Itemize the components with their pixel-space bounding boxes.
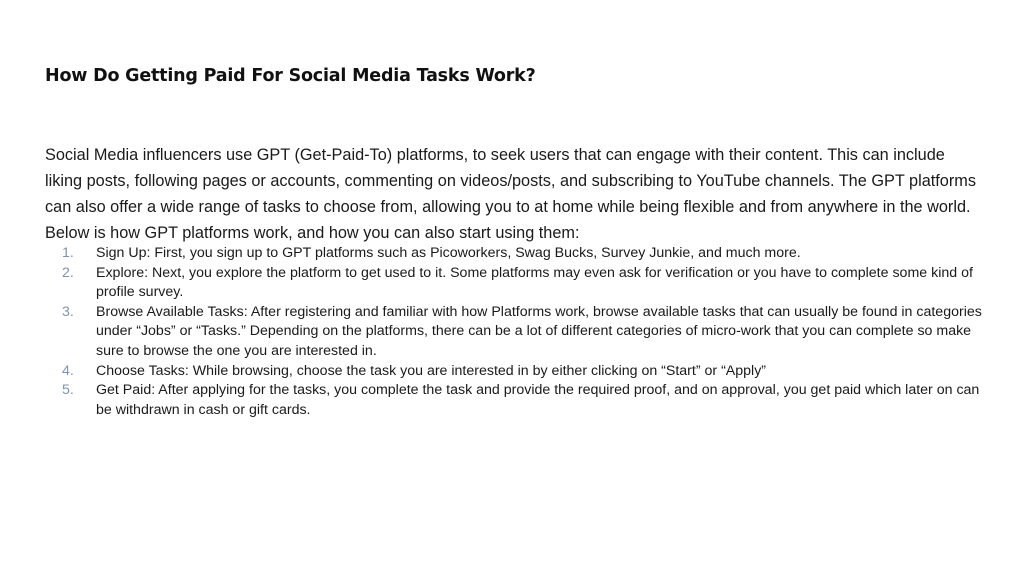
- list-item: [45, 362, 985, 382]
- step-number: 4.: [62, 362, 74, 379]
- step-number: 2.: [62, 264, 74, 281]
- step-text: Get Paid: After applying for the tasks, you complete the task and provide the required proof, and on approval, you get paid which later on can be withdrawn in cash or gift cards.: [96, 382, 980, 418]
- intro-paragraph: Social Media influencers use GPT (Get-Paid-To) platforms, to seek users that can engage with their content. This can include liking posts, following pages or accounts, commenting on videos/posts, and subscribing to YouTube channels. The GPT platforms can also offer a wide range of tasks to choose from, allowing you to at home while being flexible and from anywhere in the world. Below is how GPT platforms work, and how you can also start using them:: [45, 146, 976, 242]
- step-text: Choose Tasks: While browsing, choose the task you are interested in by either clicking on “Start” or “Apply”: [96, 362, 767, 379]
- list-item: [45, 264, 985, 303]
- step-number: 1.: [62, 245, 74, 261]
- step-text: Browse Available Tasks: After registering and familiar with how Platforms work, browse available tasks that can usually be found in categories under “Jobs” or “Tasks.” Depending on the platforms, there can be a lot of different categories of micro-work that you can complete so make sure to browse the one you are interested in.: [96, 303, 982, 359]
- step-number: 5.: [62, 382, 74, 399]
- list-item: [45, 244, 985, 264]
- list-item: [45, 381, 985, 420]
- step-text: Explore: Next, you explore the platform to get used to it. Some platforms may even ask for verification or you have to complete some kind of profile survey.: [96, 264, 973, 301]
- steps-list: [45, 244, 985, 420]
- page-title: How Do Getting Paid For Social Media Tasks Work?: [45, 66, 536, 86]
- step-number: 3.: [62, 303, 74, 320]
- step-text: Sign Up: First, you sign up to GPT platforms such as Picoworkers, Swag Bucks, Survey Junkie, and much more.: [96, 245, 801, 261]
- list-item: [45, 303, 985, 362]
